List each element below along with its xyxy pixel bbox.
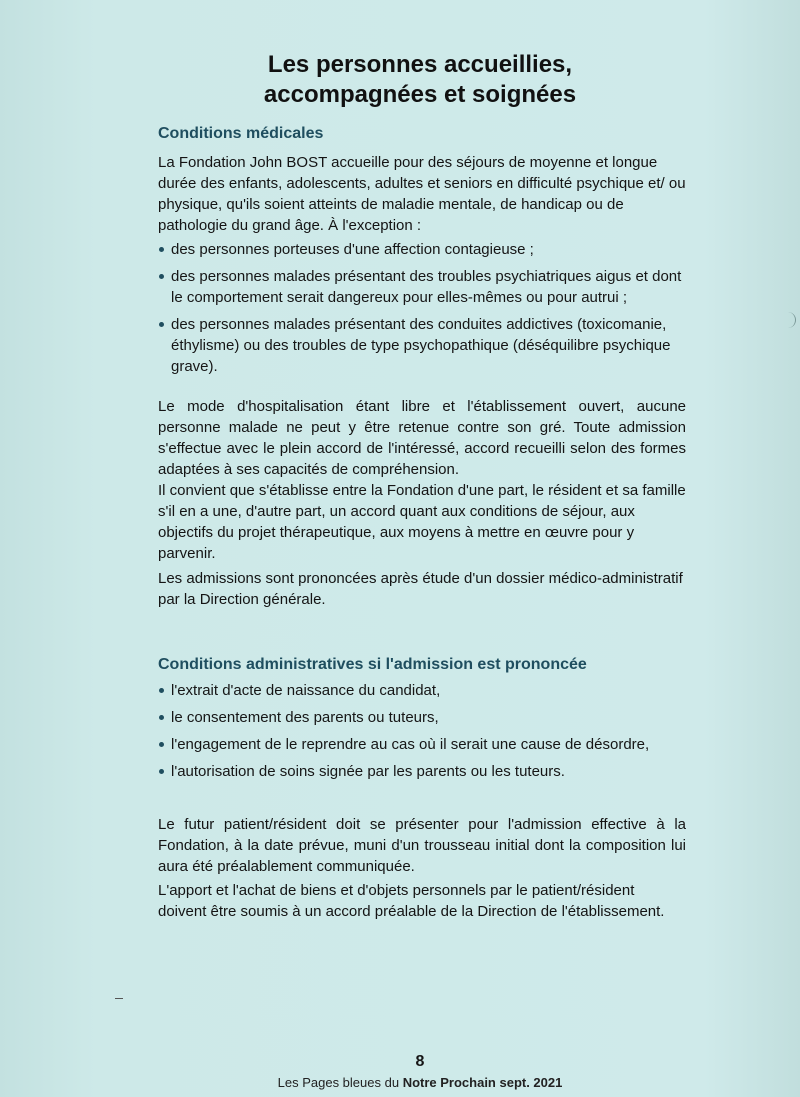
footer-publication: Notre Prochain sept. 2021: [402, 1075, 563, 1090]
admission-arrival-paragraph: Le futur patient/résident doit se présenter pour l'admission effective à la Fondation, à la date prévue, muni d'un trousseau initial dont la composition lui aura été préalablement communiquée.: [158, 816, 686, 875]
page-footer: [0, 1075, 800, 1090]
personal-belongings-paragraph: L'apport et l'achat de biens et d'objets personnels par le patient/résident doivent être soumis à un accord préalable de la Direction de l'établissement.: [158, 882, 665, 920]
page-edge-mark: [787, 312, 796, 328]
hospitalisation-paragraph: Le mode d'hospitalisation étant libre et l'établissement ouvert, aucune personne malade ne peut y être retenue contre son gré. Toute admission s'effectue avec le plein accord de l'intéressé, accord recueilli selon des formes adaptées à ses capacités de compréhension.: [158, 398, 686, 478]
list-item: l'engagement de le reprendre au cas où il serait une cause de désordre,: [158, 734, 688, 755]
exclusion-list: [158, 239, 688, 383]
medical-intro-paragraph: La Fondation John BOST accueille pour des séjours de moyenne et longue durée des enfants, adolescents, adultes et seniors en difficulté psychique et/ ou physique, qu'ils soient atteints de maladie mentale, de handicap ou de pathologie du grand âge. À l'exception :: [158, 154, 686, 234]
admissions-paragraph: Les admissions sont prononcées après étude d'un dossier médico-administratif par la Direction générale.: [158, 570, 683, 608]
agreement-paragraph: Il convient que s'établisse entre la Fondation d'une part, le résident et sa famille s'il en a une, d'autre part, un accord quant aux conditions de séjour, aux objectifs du projet thérapeutique, aux moyens à mettre en œuvre pour y parvenir.: [158, 482, 686, 562]
medical-conditions-heading: Conditions médicales: [158, 125, 324, 142]
administrative-requirements-list: [158, 680, 688, 788]
list-item: des personnes malades présentant des troubles psychiatriques aigus et dont le comportement serait dangereux pour elles-mêmes ou pour autrui ;: [158, 266, 688, 308]
list-item: l'autorisation de soins signée par les parents ou les tuteurs.: [158, 761, 688, 782]
list-item: des personnes porteuses d'une affection contagieuse ;: [158, 239, 688, 260]
list-item: le consentement des parents ou tuteurs,: [158, 707, 688, 728]
page-number: 8: [415, 1053, 425, 1070]
page-title: [150, 50, 690, 110]
margin-mark: [115, 998, 123, 999]
list-item: l'extrait d'acte de naissance du candidat,: [158, 680, 688, 701]
list-item: des personnes malades présentant des conduites addictives (toxicomanie, éthylisme) ou des troubles de type psychopathique (déséquilibre psychique grave).: [158, 314, 688, 377]
title-line-1: Les personnes accueillies,: [267, 51, 573, 78]
footer-prefix: Les Pages bleues du: [277, 1075, 403, 1090]
administrative-conditions-heading: Conditions administratives si l'admission est prononcée: [158, 656, 587, 673]
title-line-2: accompagnées et soignées: [263, 81, 577, 108]
